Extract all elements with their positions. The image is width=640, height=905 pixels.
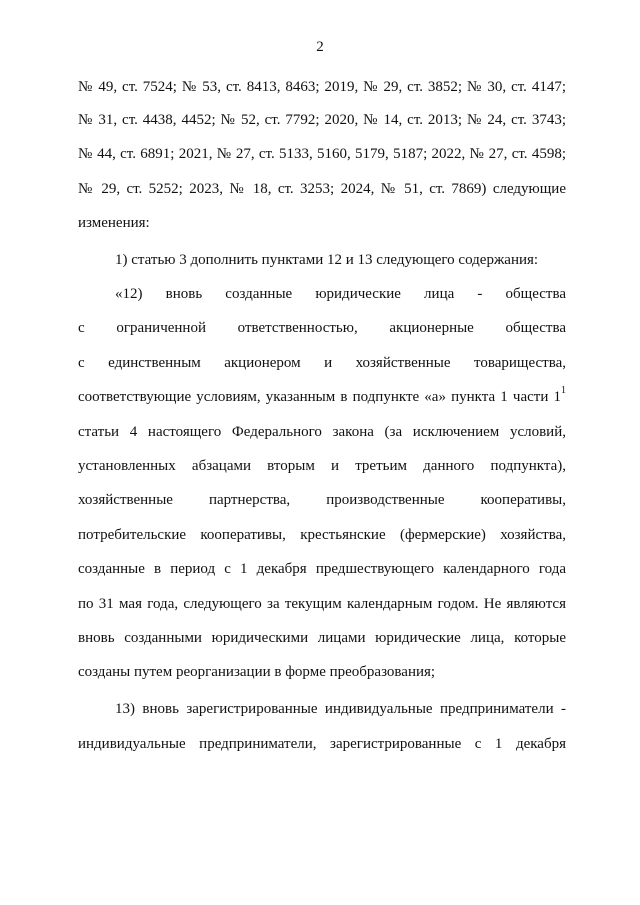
text-line: созданы путем реорганизации в форме преобразования; [78, 664, 436, 680]
text-line: индивидуальные предприниматели, зарегистрированные с 1 декабря [78, 736, 566, 752]
text-line: созданные в период с 1 декабря предшествующего календарного года [78, 561, 566, 577]
text-line: вновь созданными юридическими лицами юридические лица, которые [78, 630, 566, 646]
text-line: потребительские кооперативы, крестьянские (фермерские) хозяйства, [78, 527, 566, 543]
text-line: 1) статью 3 дополнить пунктами 12 и 13 следующего содержания: [115, 252, 539, 268]
text-line: с ограниченной ответственностью, акционерные общества [78, 320, 566, 336]
text-line-content: соответствующие условиям, указанным в подпункте «а» пункта 1 части 1 [78, 389, 561, 405]
text-line: № 49, ст. 7524; № 53, ст. 8413, 8463; 2019, № 29, ст. 3852; № 30, ст. 4147; [78, 79, 566, 95]
text-line: статьи 4 настоящего Федерального закона (за исключением условий, [78, 424, 566, 440]
text-line: хозяйственные партнерства, производственные кооперативы, [78, 492, 566, 508]
text-line: № 31, ст. 4438, 4452; № 52, ст. 7792; 2020, № 14, ст. 2013; № 24, ст. 3743; [78, 112, 566, 128]
superscript: 1 [561, 385, 566, 396]
text-line: с единственным акционером и хозяйственные товарищества, [78, 355, 566, 371]
text-line: № 44, ст. 6891; 2021, № 27, ст. 5133, 5160, 5179, 5187; 2022, № 27, ст. 4598; [78, 146, 566, 162]
text-line: 13) вновь зарегистрированные индивидуальные предприниматели - [115, 701, 566, 717]
text-line: «12) вновь созданные юридические лица - общества [115, 286, 566, 302]
text-line: № 29, ст. 5252; 2023, № 18, ст. 3253; 2024, № 51, ст. 7869) следующие [78, 181, 566, 197]
text-line: изменения: [78, 215, 150, 231]
text-line: установленных абзацами вторым и третьим данного подпункта), [78, 458, 566, 474]
text-line-with-superscript [78, 385, 566, 406]
text-line: по 31 мая года, следующего за текущим календарным годом. Не являются [78, 596, 566, 612]
page-number: 2 [316, 39, 324, 55]
